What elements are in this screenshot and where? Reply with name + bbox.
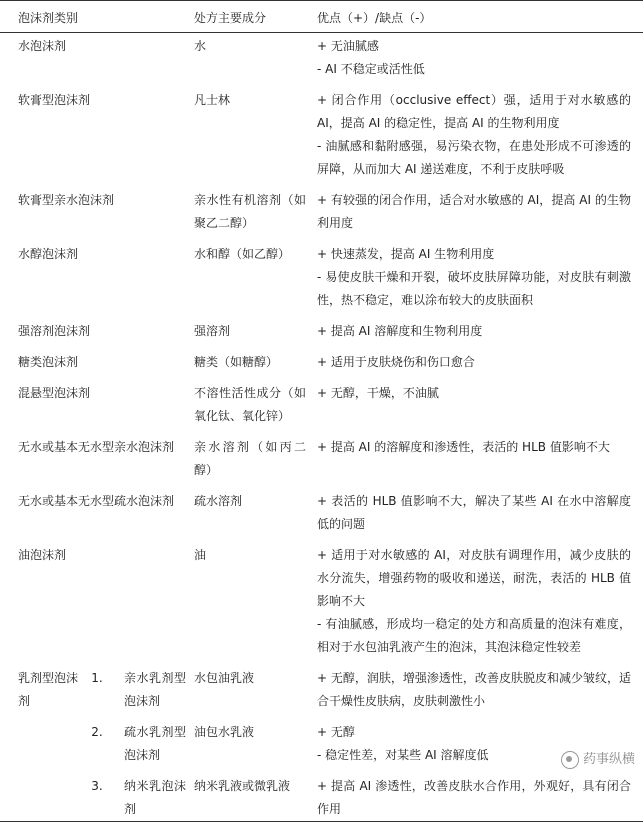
wechat-logo-icon (561, 751, 579, 769)
category-cell: 混悬型泡沫剂 (18, 386, 91, 400)
category-cell: 油泡沫剂 (18, 548, 67, 562)
table-row (0, 428, 643, 482)
disadvantage-text: - 油腻感和黏附感强，易污染衣物，在患处形成不可渗透的屏障，从而加大 AI 递送难度，不利于皮肤呼吸 (317, 139, 631, 176)
table-header-row (0, 1, 643, 33)
table-row (0, 81, 643, 181)
pros-cons-cell (314, 235, 643, 312)
category-cell: 无水或基本无水型疏水泡沫剂 (18, 494, 175, 508)
category-cell (0, 659, 192, 713)
header-category: 泡沫剂类别 (0, 1, 192, 33)
advantage-text: + 无醇，润肤，增强渗透性，改善皮肤脱皮和减少皱纹，适合干燥性皮肤病，皮肤刺激性小 (317, 671, 631, 708)
ingredient-cell: 凡士林 (194, 93, 231, 107)
sub-number: 3. (91, 779, 103, 793)
sub-category-name: 疏水乳剂型泡沫剂 (124, 725, 186, 762)
advantage-text: + 无油腻感 (317, 39, 379, 53)
category-cell: 无水或基本无水型亲水泡沫剂 (18, 440, 175, 454)
pros-cons-cell (314, 659, 643, 713)
sub-category-name: 纳米乳泡沫剂 (124, 779, 186, 816)
pros-cons-cell (314, 312, 643, 343)
category-cell: 水醇泡沫剂 (18, 247, 79, 261)
advantage-text: + 提高 AI 溶解度和生物利用度 (317, 324, 483, 338)
header-ingredients: 处方主要成分 (192, 1, 314, 33)
table-row (0, 659, 643, 713)
table-row (0, 312, 643, 343)
pros-cons-cell (314, 81, 643, 181)
table-row (0, 767, 643, 822)
advantage-text: + 表活的 HLB 值影响不大，解决了某些 AI 在水中溶解度低的问题 (317, 494, 631, 531)
watermark-text: 药事纵横 (582, 752, 635, 767)
table-row (0, 482, 643, 536)
table-row (0, 374, 643, 428)
ingredient-cell: 纳米乳液或微乳液 (194, 779, 291, 793)
advantage-text: + 提高 AI 的溶解度和渗透性，表活的 HLB 值影响不大 (317, 440, 610, 454)
category-cell (0, 713, 192, 767)
pros-cons-cell (314, 536, 643, 659)
table-row (0, 33, 643, 82)
pros-cons-cell (314, 482, 643, 536)
header-pros-cons: 优点（+）/缺点（-） (314, 1, 643, 33)
table-row (0, 713, 643, 767)
disadvantage-text: - 稳定性差，对某些 AI 溶解度低 (317, 748, 489, 762)
disadvantage-text: - AI 不稳定或活性低 (317, 62, 425, 76)
pros-cons-cell (314, 33, 643, 82)
ingredient-cell: 水 (194, 39, 207, 53)
ingredient-cell: 强溶剂 (194, 324, 231, 338)
ingredient-cell: 糖类（如糖醇） (194, 355, 279, 369)
category-cell: 软膏型泡沫剂 (18, 93, 91, 107)
category-cell: 软膏型亲水泡沫剂 (18, 193, 115, 207)
table-row (0, 343, 643, 374)
advantage-text: + 适用于对水敏感的 AI，对皮肤有调理作用，减少皮肤的水分流失，增强药物的吸收和递送，耐洗，表活的 HLB 值影响不大 (317, 548, 631, 608)
category-cell: 强溶剂泡沫剂 (18, 324, 91, 338)
table-body (0, 33, 643, 822)
ingredient-cell: 水包油乳液 (194, 671, 255, 685)
ingredient-cell: 亲水性有机溶剂（如聚乙二醇） (194, 193, 306, 230)
watermark (561, 748, 635, 771)
ingredient-cell: 油 (194, 548, 207, 562)
pros-cons-cell (314, 343, 643, 374)
ingredient-cell: 水和醇（如乙醇） (194, 247, 291, 261)
pros-cons-cell (314, 181, 643, 235)
advantage-text: + 提高 AI 渗透性，改善皮肤水合作用，外观好，具有闭合作用 (317, 779, 631, 816)
disadvantage-text: - 易使皮肤干燥和开裂，破坏皮肤屏障功能，对皮肤有刺激性，热不稳定，难以涂布较大的皮肤面积 (317, 270, 631, 307)
category-cell: 水泡沫剂 (18, 39, 67, 53)
pros-cons-cell (314, 374, 643, 428)
advantage-text: + 适用于皮肤烧伤和伤口愈合 (317, 355, 475, 369)
table-row (0, 536, 643, 659)
advantage-text: + 无醇，干燥，不油腻 (317, 386, 439, 400)
ingredient-cell: 油包水乳液 (194, 725, 255, 739)
emulsion-group-label: 乳剂型泡沫剂 (18, 671, 79, 708)
advantage-text: + 快速蒸发，提高 AI 生物利用度 (317, 247, 495, 261)
ingredient-cell: 不溶性活性成分（如氧化钛、氧化锌） (194, 386, 306, 423)
advantage-text: + 有较强的闭合作用，适合对水敏感的 AI，提高 AI 的生物利用度 (317, 193, 631, 230)
sub-category-name: 亲水乳剂型泡沫剂 (124, 671, 186, 708)
sub-number: 2. (91, 725, 103, 739)
table-row (0, 181, 643, 235)
ingredient-cell: 疏水溶剂 (194, 494, 243, 508)
category-cell (0, 767, 192, 822)
ingredient-cell: 亲水溶剂（如丙二醇） (194, 440, 306, 477)
advantage-text: + 无醇 (317, 725, 355, 739)
table-row (0, 235, 643, 312)
pros-cons-cell (314, 767, 643, 822)
disadvantage-text: - 有油腻感，形成均一稳定的处方和高质量的泡沫有难度，相对于水包油乳液产生的泡沫，其泡沫稳定性较差 (317, 617, 631, 654)
advantage-text: + 闭合作用（occlusive effect）强，适用于对水敏感的 AI，提高 AI 的稳定性，提高 AI 的生物利用度 (317, 93, 631, 130)
pros-cons-cell (314, 428, 643, 482)
sub-number: 1. (91, 671, 103, 685)
category-cell: 糖类泡沫剂 (18, 355, 79, 369)
